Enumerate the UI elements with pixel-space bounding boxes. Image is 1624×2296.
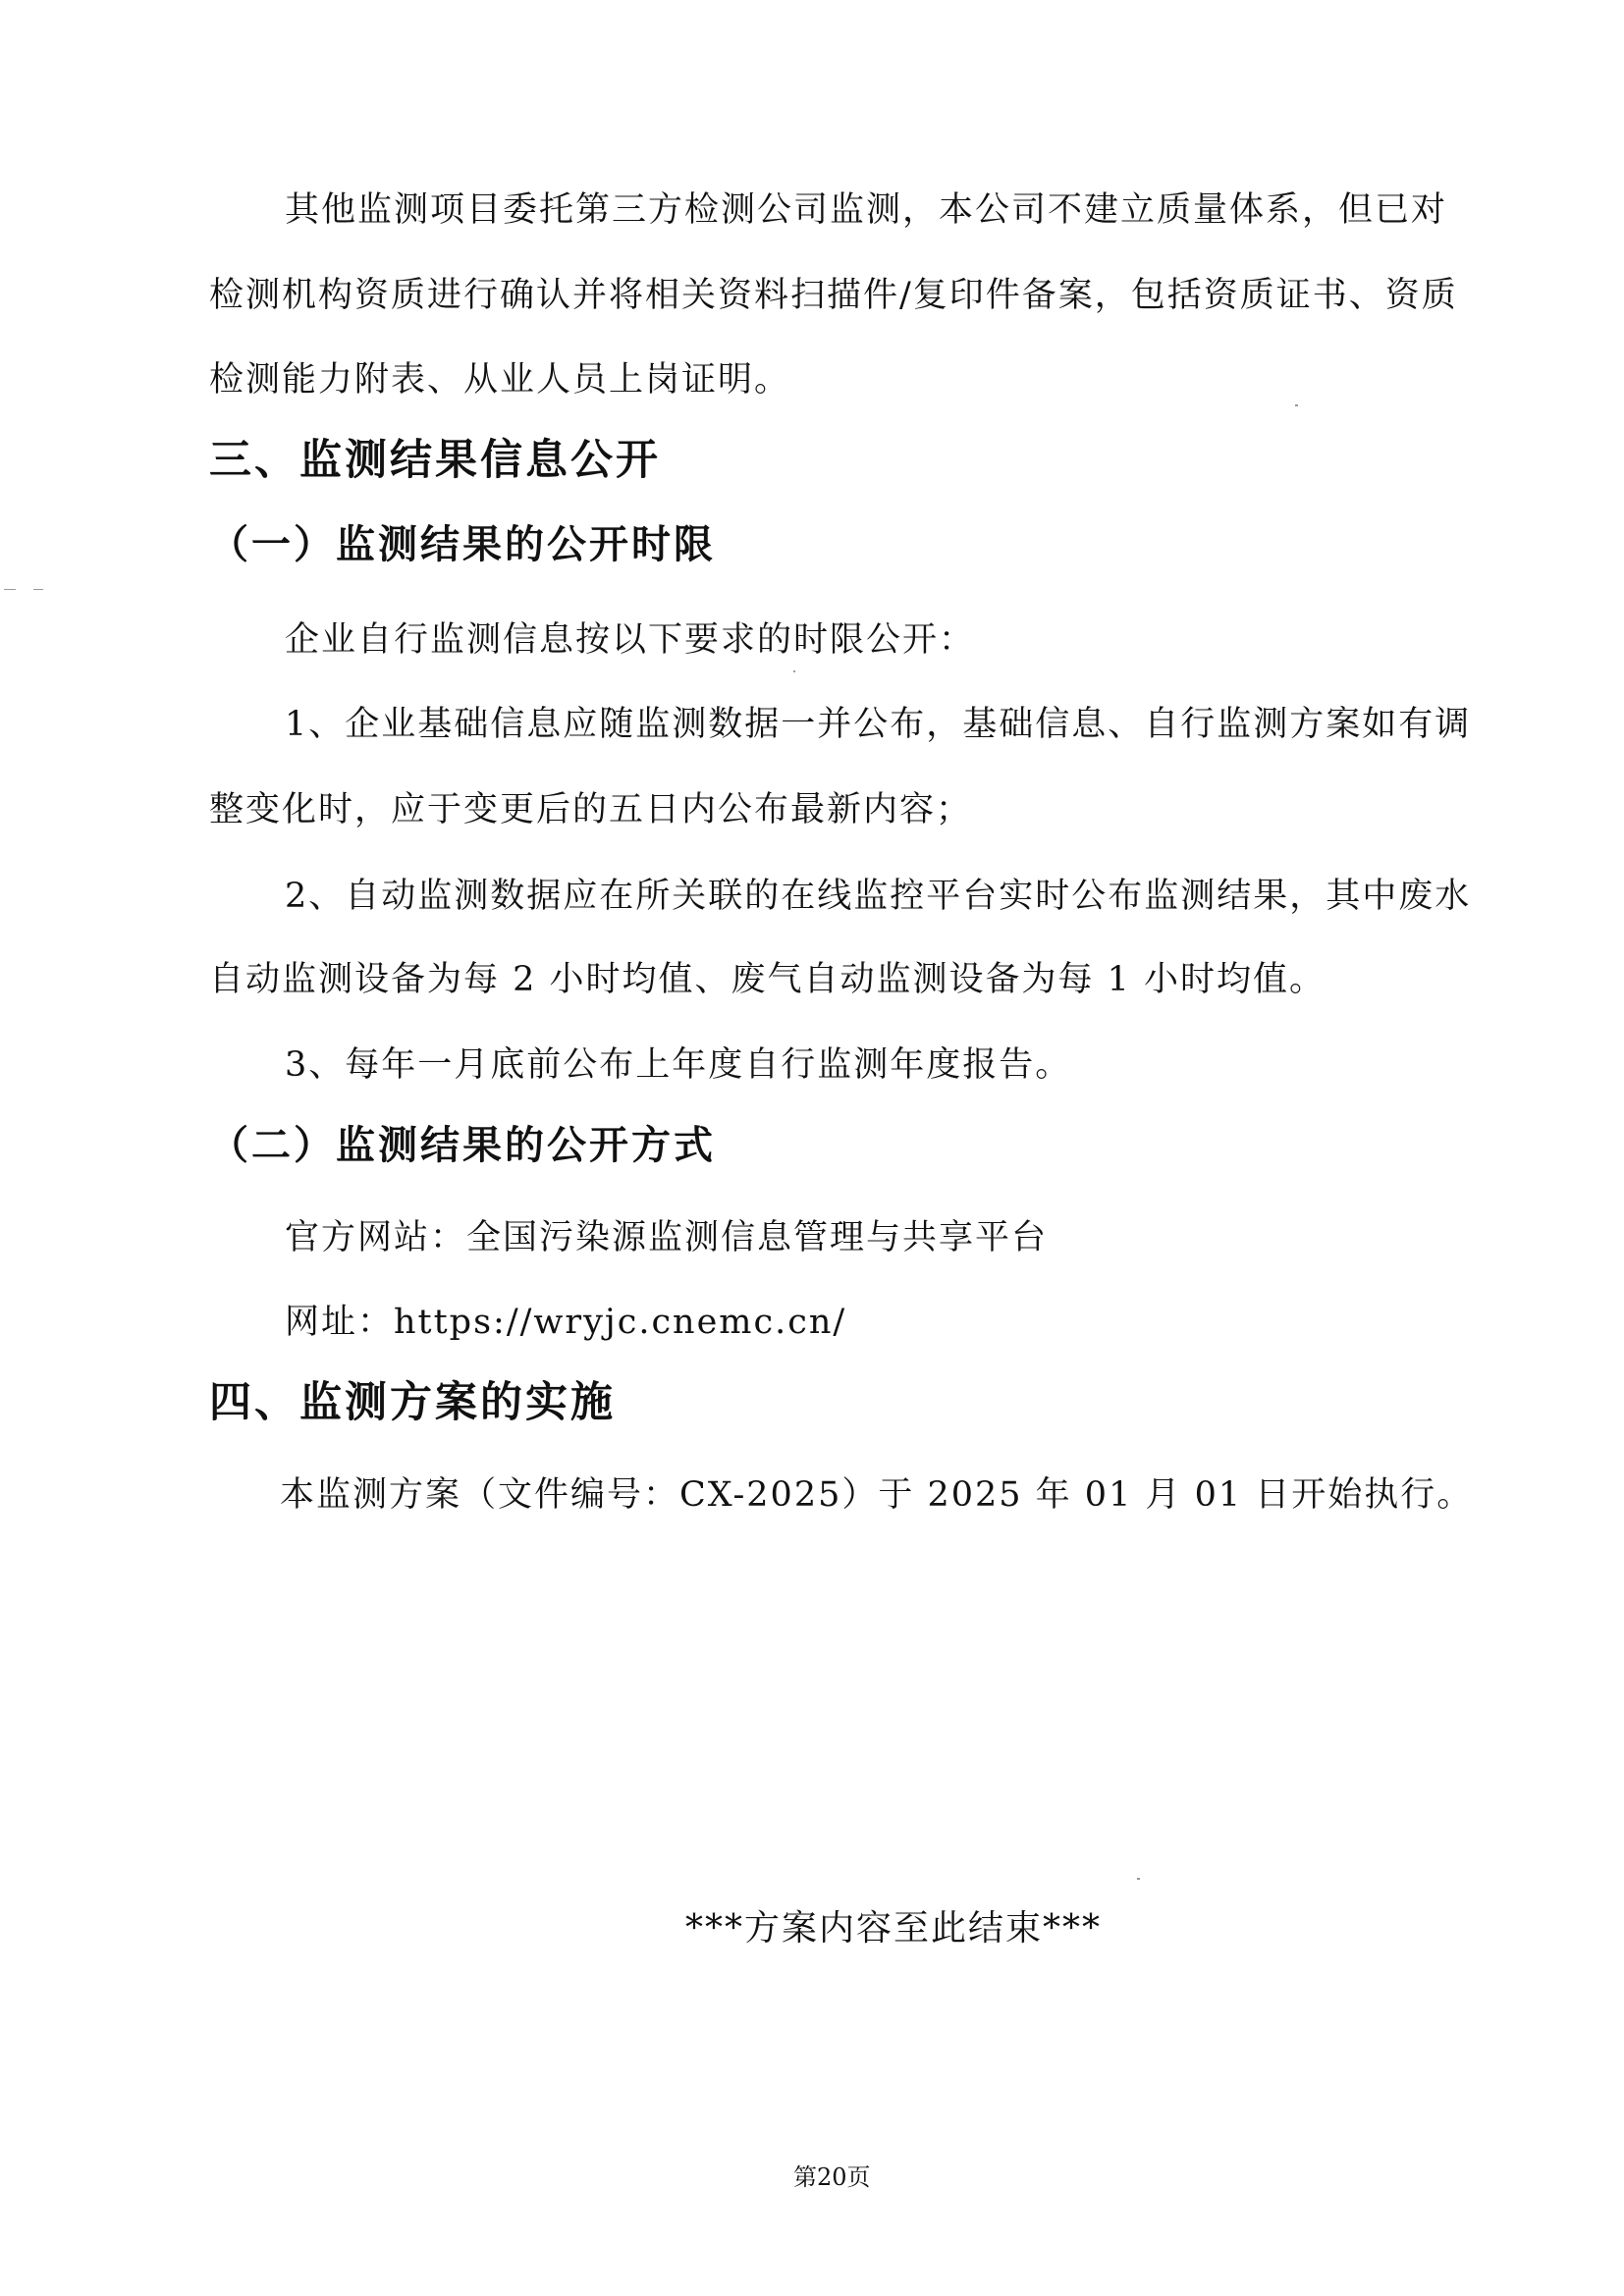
scan-speck [33, 589, 43, 590]
intro-line-2: 检测机构资质进行确认并将相关资料扫描件/复印件备案，包括资质证书、资质 [209, 276, 1458, 315]
section-3-heading: 三、监测结果信息公开 [209, 436, 661, 485]
scan-speck [1295, 404, 1298, 406]
item-1-line-2: 整变化时，应于变更后的五日内公布最新内容； [209, 790, 973, 829]
item-1-line-1: 1、企业基础信息应随监测数据一并公布，基础信息、自行监测方案如有调 [285, 705, 1472, 744]
scan-speck [1137, 1878, 1140, 1880]
section-3-1-heading: （一）监测结果的公开时限 [209, 522, 716, 567]
intro-line-3: 检测能力附表、从业人员上岗证明。 [209, 360, 791, 400]
end-of-document-mark: ***方案内容至此结束*** [685, 1908, 1103, 1949]
section-3-2-heading: （二）监测结果的公开方式 [209, 1123, 716, 1168]
item-2-line-1: 2、自动监测数据应在所关联的在线监控平台实时公布监测结果，其中废水 [285, 877, 1472, 916]
item-3: 3、每年一月底前公布上年度自行监测年度报告。 [285, 1045, 1072, 1085]
intro-line-1: 其他监测项目委托第三方检测公司监测，本公司不建立质量体系，但已对 [285, 190, 1448, 230]
official-website-line: 官方网站：全国污染源监测信息管理与共享平台 [285, 1218, 1049, 1257]
section-4-body: 本监测方案（文件编号：CX-2025）于 2025 年 01 月 01 日开始执行。 [280, 1475, 1474, 1515]
section-4-heading: 四、监测方案的实施 [209, 1378, 616, 1427]
item-2-line-2: 自动监测设备为每 2 小时均值、废气自动监测设备为每 1 小时均值。 [209, 960, 1326, 999]
page-number: 第20页 [793, 2163, 871, 2191]
scan-speck [793, 670, 795, 672]
section-3-1-lead: 企业自行监测信息按以下要求的时限公开： [285, 620, 976, 660]
website-url-line: 网址：https://wryjc.cnemc.cn/ [285, 1303, 847, 1342]
scan-speck [4, 589, 16, 590]
